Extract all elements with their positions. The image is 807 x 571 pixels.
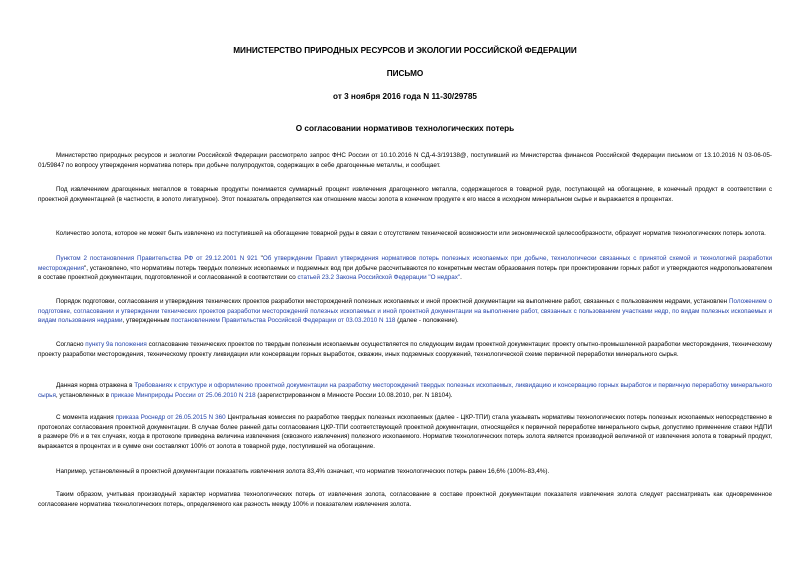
link-clause-9a[interactable]: пункту 9а положения (85, 341, 147, 348)
paragraph-6-text-a: Согласно (56, 341, 86, 348)
paragraph-1-text: Министерство природных ресурсов и экологии Российской Федерации рассмотрело запрос ФНС России от 10.10.2016 N СД-4-3/19138@, поступивший из Министерства финансов Российской Федерации письмом от 13.10.2016 N 03-06-05-01/59847 по вопросу утверждения норматива потерь при добыче полупродуктов, содержащих в себе драгоценные металлы, и сообщает. (38, 152, 772, 169)
link-rosnedra-order-360[interactable]: приказа Роснедр от 26.05.2015 N 360 (115, 414, 226, 421)
paragraph-9 (38, 467, 772, 477)
paragraph-5-text-a: Порядок подготовки, согласования и утверждения технических проектов разработки месторождений полезных ископаемых и иной проектной документации на выполнение работ, связанных с пользованием недрами, установлен (56, 298, 730, 305)
document-date-number: от 3 ноября 2016 года N 11-30/29785 (333, 92, 477, 101)
paragraph-8-text-b: Центральная комиссия по разработке твердых полезных ископаемых (далее - ЦКР-ТПИ) стала указывать нормативы технологических потерь полезных ископаемых непосредственно в протоколах согласования проектной документации. В случае более ранней даты согласования ЦКР-ТПИ соответствующей проектной документации, относящейся к первичной переработке минерального сырья, допустимо применение ставки НДПИ в размере 0% и в тех случаях, когда в протоколе приведена величина извлечения (сквозного извлечения) полезного ископаемого. Норматив технологических потерь золота является производной величиной от извлечения золота в товарный продукт, выражается в процентах и в сумме они составляют 100% от золота в товарной руде, поступившей на обогащение. (38, 414, 772, 450)
paragraph-7-text-c: (зарегистрированном в Минюсте России 10.08.2010, рег. N 18104). (255, 391, 453, 399)
ministry-heading: МИНИСТЕРСТВО ПРИРОДНЫХ РЕСУРСОВ И ЭКОЛОГИИ РОССИЙСКОЙ ФЕДЕРАЦИИ (233, 46, 577, 55)
paragraph-5-text-c: (далее - положение). (395, 317, 459, 325)
paragraph-6-text-b: согласование технических проектов по твердым полезным ископаемым осуществляется по следующим видам проектной документации: проекту опытно-промышленной разработки месторождения, техническому проекту разработки месторождения, техническому проекту ликвидации или консервации горных выработок, скважин, иных подземных сооружений, технологической схеме первичной переработки минерального сырья. (38, 341, 772, 358)
link-project-documentation-requirements[interactable]: Требованиях к структуре и оформлению проектной документации на разработку месторождений твердых полезных ископаемых, ликвидацию и консервацию горных выработок и первичную переработку минерального сырья (38, 382, 772, 399)
paragraph-3-text: Количество золота, которое не может быть извлечено из поступившей на обогащение товарной руды в связи с отсутствием технической возможности или экономической целесообразности, образует норматив технологических потерь золота. (56, 230, 766, 237)
paragraph-10-text: Таким образом, учитывая производный характер норматива технологических потерь от извлечения золота, согласование в составе проектной документации показателя извлечения золота следует рассматривать как одновременное согласование норматива технологических потерь, определяемого как разность между 100% и показателем извлечения золота. (38, 491, 772, 508)
link-regulation-technical-projects[interactable]: Положением о подготовке, согласовании и утверждении технических проектов разработки месторождений полезных ископаемых и иной проектной документации на выполнение работ, связанных с пользованием участками недр, по видам полезных ископаемых и видам пользования недрами (38, 298, 772, 325)
paragraph-4 (38, 254, 772, 283)
paragraph-5-text-b: , утвержденным (122, 317, 172, 325)
paragraph-2 (38, 185, 772, 204)
paragraph-7 (38, 381, 772, 400)
paragraph-8 (38, 413, 772, 451)
link-loss-norms-rules[interactable]: Об утверждении Правил утверждения нормативов потерь полезных ископаемых при добыче, технологически связанных с принятой схемой и технологией разработки месторождения (38, 255, 772, 272)
document-subject: О согласовании нормативов технологических потерь (295, 124, 515, 133)
paragraph-8-text-a: С момента издания (56, 414, 116, 421)
link-subsoil-law-article[interactable]: статьей 23.2 Закона Российской Федерации "О недрах" (297, 274, 461, 282)
paragraph-4-text: ", установлено, что нормативы потерь твердых полезных ископаемых и подземных вод при добыче рассчитываются по конкретным местам образования потерь при проектировании горных работ и утверждаются недропользователем в составе проектной документации, подготовленной и согласованной в соответствии со (38, 264, 772, 282)
paragraph-7-text-a: Данная норма отражена в (56, 382, 135, 389)
paragraph-10 (38, 490, 772, 509)
paragraph-9-text: Например, установленный в проектной документации показатель извлечения золота 83,4% означает, что норматив технологических потерь равен 16,6% (100%-83,4%). (56, 468, 550, 475)
link-government-decree-118[interactable]: постановлением Правительства Российской Федерации от 03.03.2010 N 118 (171, 317, 396, 325)
paragraph-5 (38, 297, 772, 326)
paragraph-3 (38, 229, 772, 239)
document-type: ПИСЬМО (386, 69, 424, 78)
link-government-decree-921[interactable]: Пунктом 2 постановления Правительства РФ от 29.12.2001 N 921 (56, 255, 258, 262)
paragraph-7-text-b: , установленных в (55, 391, 111, 399)
paragraph-1 (38, 151, 772, 170)
paragraph-6 (38, 340, 772, 359)
paragraph-2-text: Под извлечением драгоценных металлов в товарные продукты понимается суммарный процент извлечения драгоценного металла, содержащегося в товарной руде, поступающей на обогащение, в конечный продукт в соответствии с проектной документацией (в частности, в золото лигатурное). Этот показатель определяется как отношение массы золота в конечном продукте к его массе в исходном минеральном сырье и выражается в процентах. (38, 186, 772, 203)
link-order-218[interactable]: приказе Минприроды России от 25.06.2010 N 218 (110, 391, 256, 399)
paragraph-4-end: . (460, 274, 462, 282)
paragraph-4-quote-open: " (257, 255, 263, 262)
